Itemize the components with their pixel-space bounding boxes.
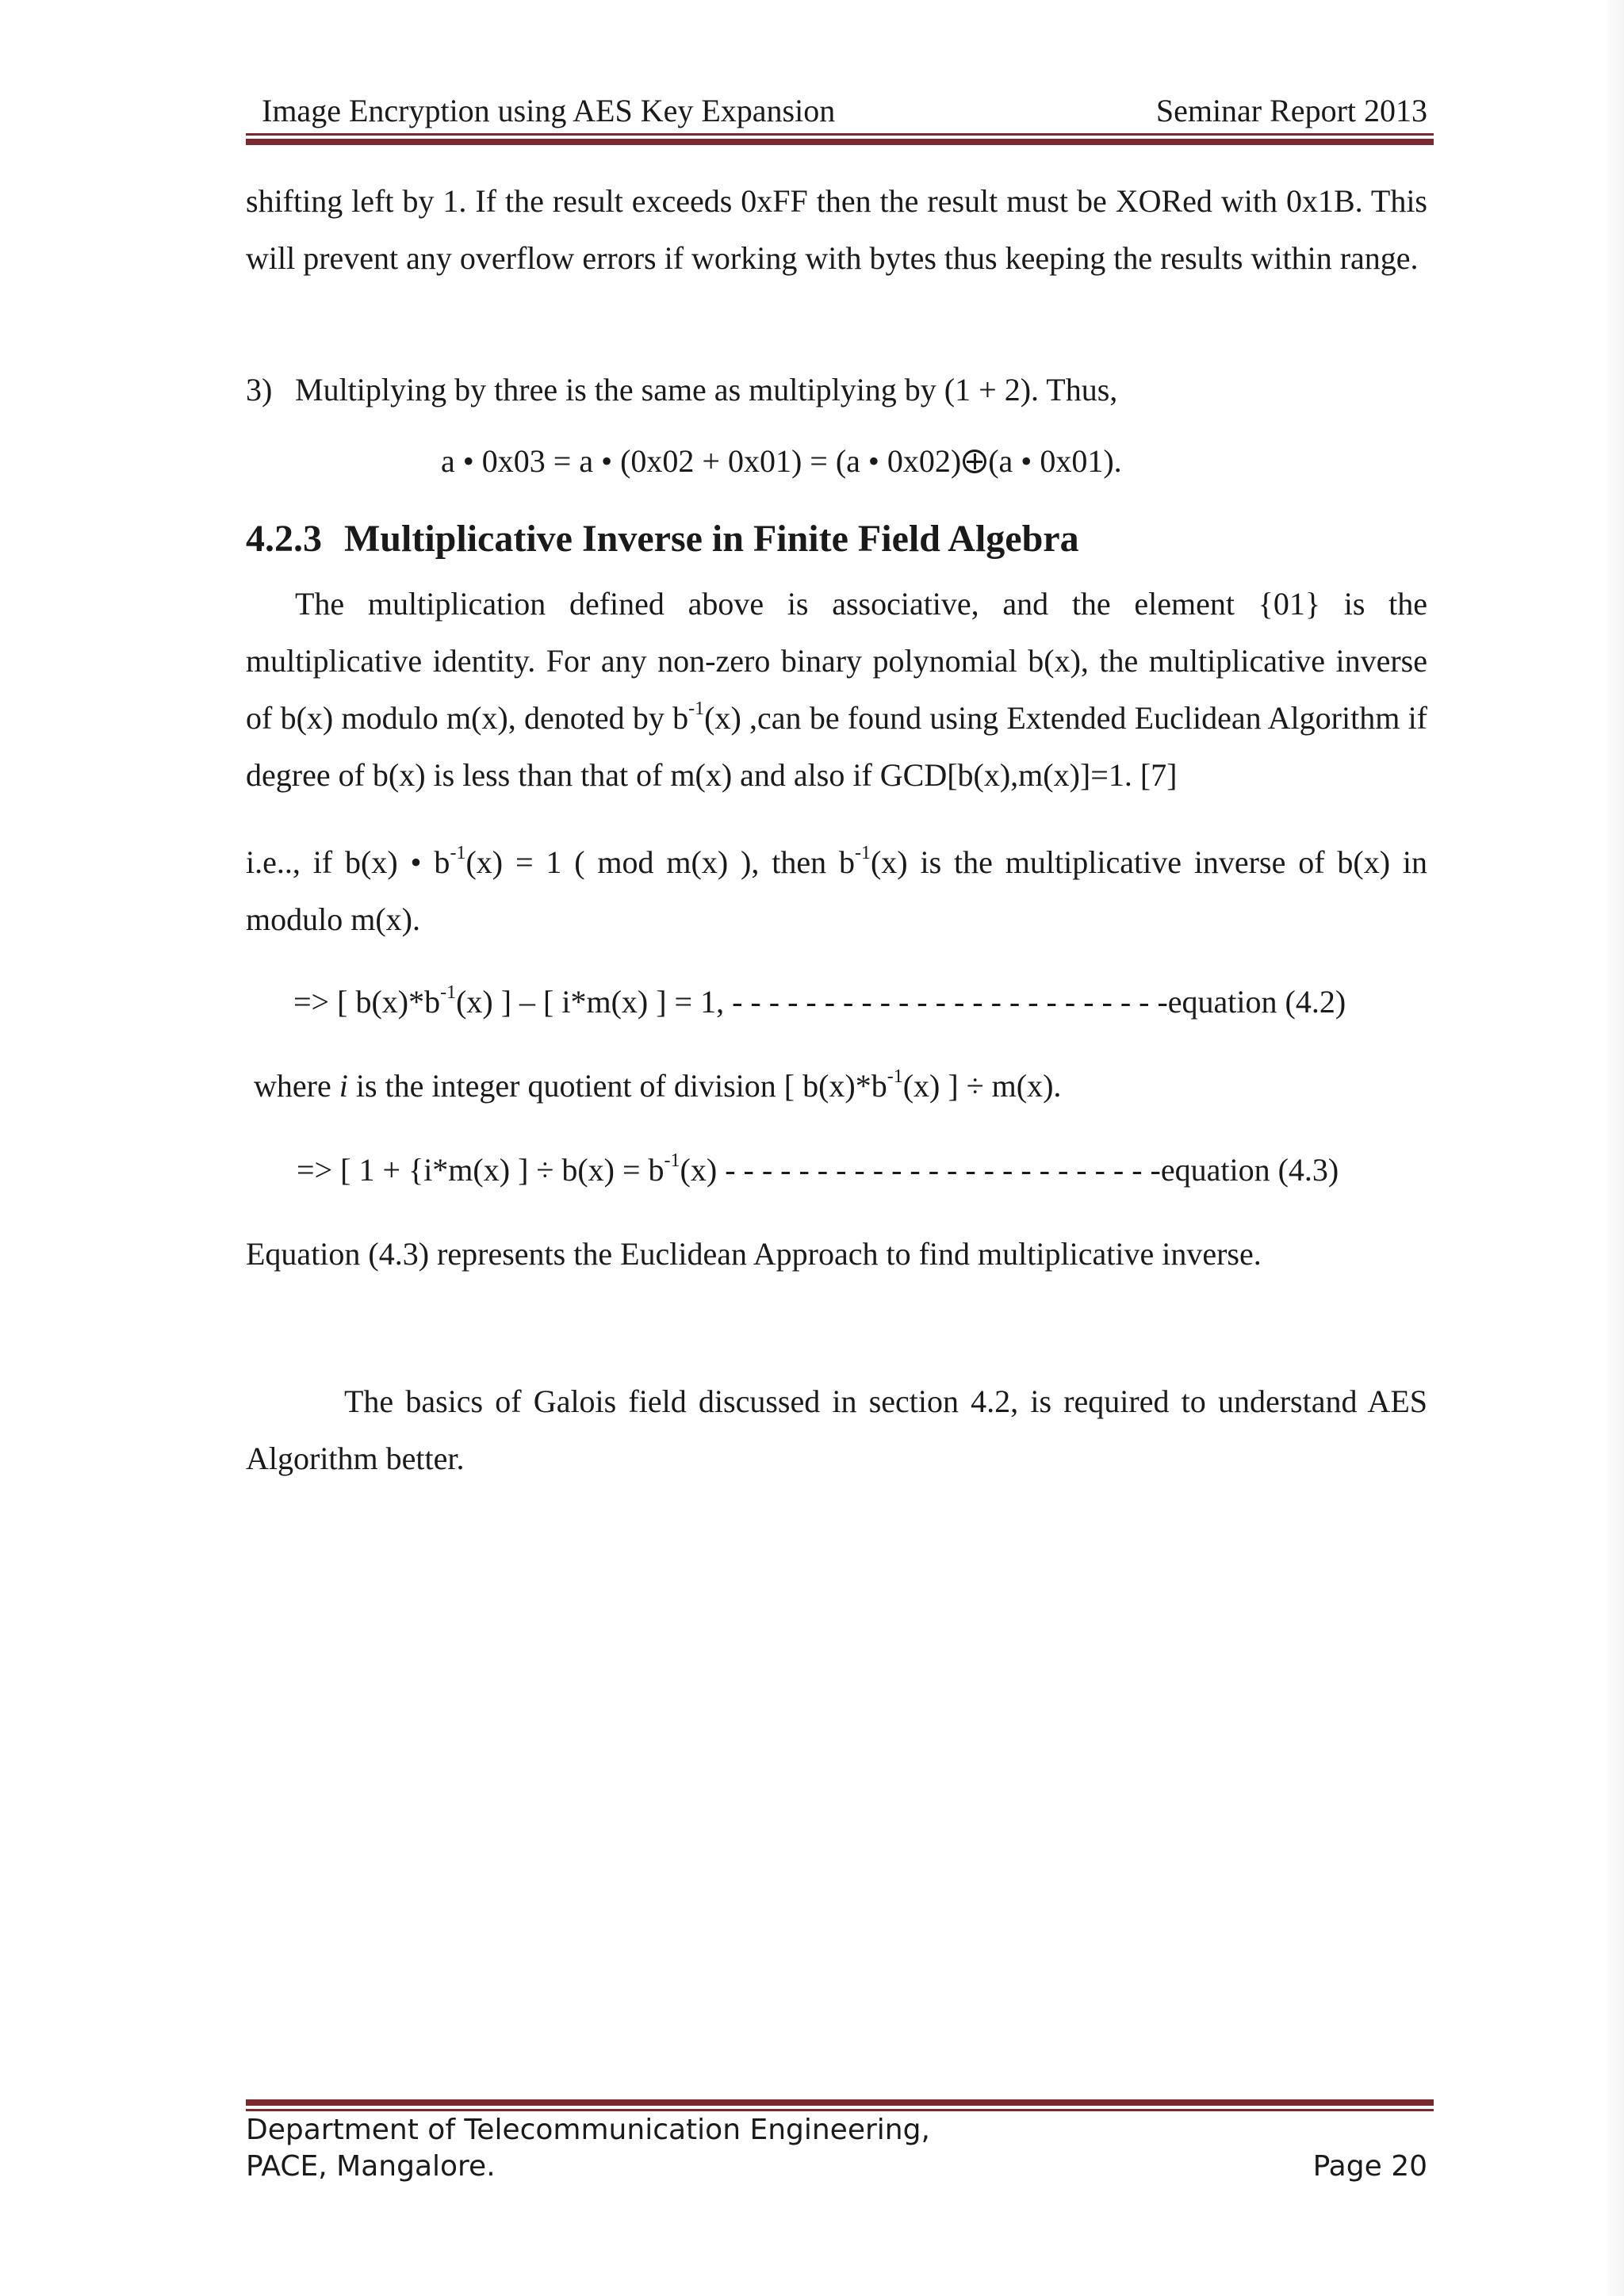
paragraph-equation-note <box>246 1226 1427 1283</box>
where-sup: -1 <box>887 1066 903 1087</box>
where-line <box>254 1058 1061 1115</box>
eq-43-sup: -1 <box>664 1150 680 1171</box>
para-1-text-b: (x) ,can be found using Extended Euclidean Algorithm if degree of b(x) is less than that of m(x) and also if GCD[b(x),m(x)]=1. [7] <box>246 700 1428 793</box>
section-title: Multiplicative Inverse in Finite Field Algebra <box>344 518 1079 560</box>
page-footer <box>246 2112 1427 2185</box>
para-1-sup: -1 <box>688 698 705 719</box>
eq-43-text-b: (x) - - - - - - - - - - - - - - - - - - - - - - - -equation (4.3) <box>680 1152 1339 1188</box>
formula-right: (a • 0x01). <box>988 443 1122 479</box>
where-text-c: (x) ] ÷ m(x). <box>902 1068 1062 1104</box>
page-edge-shadow <box>1603 0 1624 2296</box>
list-text: Multiplying by three is the same as multiplying by (1 + 2). Thus, <box>295 372 1118 408</box>
paragraph-2 <box>246 834 1427 948</box>
header-rule-thin <box>246 133 1434 136</box>
equation-4-2 <box>293 974 1346 1031</box>
continuation-paragraph <box>246 173 1427 287</box>
eq-42-text-a: => [ b(x)*b <box>293 984 441 1020</box>
eq-42-text-b: (x) ] – [ i*m(x) ] = 1, - - - - - - - - - - - - - - - - - - - - - - - -equation (4.2) <box>456 984 1346 1020</box>
para-2-text-b: (x) = 1 ( mod m(x) ), then b <box>465 844 855 880</box>
formula-multiply-by-three <box>441 433 1122 490</box>
section-heading <box>246 514 1079 564</box>
where-text-b: is the integer quotient of division [ b(x)*b <box>347 1068 887 1104</box>
para-2-text-c: (x) is the multiplicative inverse of b(x) in modulo m(x). <box>246 844 1428 937</box>
page-number: Page 20 <box>1312 2150 1427 2183</box>
paragraph-multiplicative-inverse <box>246 576 1427 804</box>
where-italic-i: i <box>339 1068 348 1104</box>
where-text-a: where <box>254 1068 339 1104</box>
list-number: 3) <box>246 372 273 408</box>
equation-4-3 <box>297 1142 1339 1199</box>
paragraph-1 <box>246 576 1427 804</box>
section-number: 4.2.3 <box>246 518 322 560</box>
para-1-text-a: The multiplication defined above is associative, and the element {01} is the multiplicative identity. For any non-zero binary polynomial b(x), the multiplicative inverse of b(x) modulo m(x), denoted by b <box>246 586 1427 736</box>
footer-institution: PACE, Mangalore. <box>246 2150 496 2183</box>
circled-plus-icon <box>963 450 986 473</box>
list-item-3 <box>246 362 1427 419</box>
footer-department: Department of Telecommunication Engineering, <box>246 2114 930 2146</box>
continuation-text: shifting left by 1. If the result exceeds 0xFF then the result must be XORed with 0x1B. This will prevent any overflow errors if working with bytes thus keeping the results within range. <box>246 183 1427 276</box>
page-header <box>246 89 1427 130</box>
paragraph-galois-basics <box>246 1373 1427 1487</box>
paragraph-3: Equation (4.3) represents the Euclidean Approach to find multiplicative inverse. <box>246 1236 1262 1272</box>
para-2-sup-b: -1 <box>854 843 871 863</box>
header-rule-thick <box>246 139 1434 145</box>
footer-rule-thin <box>246 2109 1434 2111</box>
paragraph-4: The basics of Galois field discussed in section 4.2, is required to understand AES Algorithm better. <box>246 1383 1427 1476</box>
footer-rule-thick <box>246 2099 1434 2106</box>
para-2-sup-a: -1 <box>450 843 466 863</box>
formula-left: a • 0x03 = a • (0x02 + 0x01) = (a • 0x02) <box>441 443 962 479</box>
paragraph-ie <box>246 834 1427 948</box>
header-title: Image Encryption using AES Key Expansion <box>262 93 836 128</box>
para-2-text-a: i.e.., if b(x) • b <box>246 844 450 880</box>
header-report: Seminar Report 2013 <box>1155 93 1427 128</box>
eq-43-text-a: => [ 1 + {i*m(x) ] ÷ b(x) = b <box>297 1152 665 1188</box>
eq-42-sup: -1 <box>440 982 457 1003</box>
